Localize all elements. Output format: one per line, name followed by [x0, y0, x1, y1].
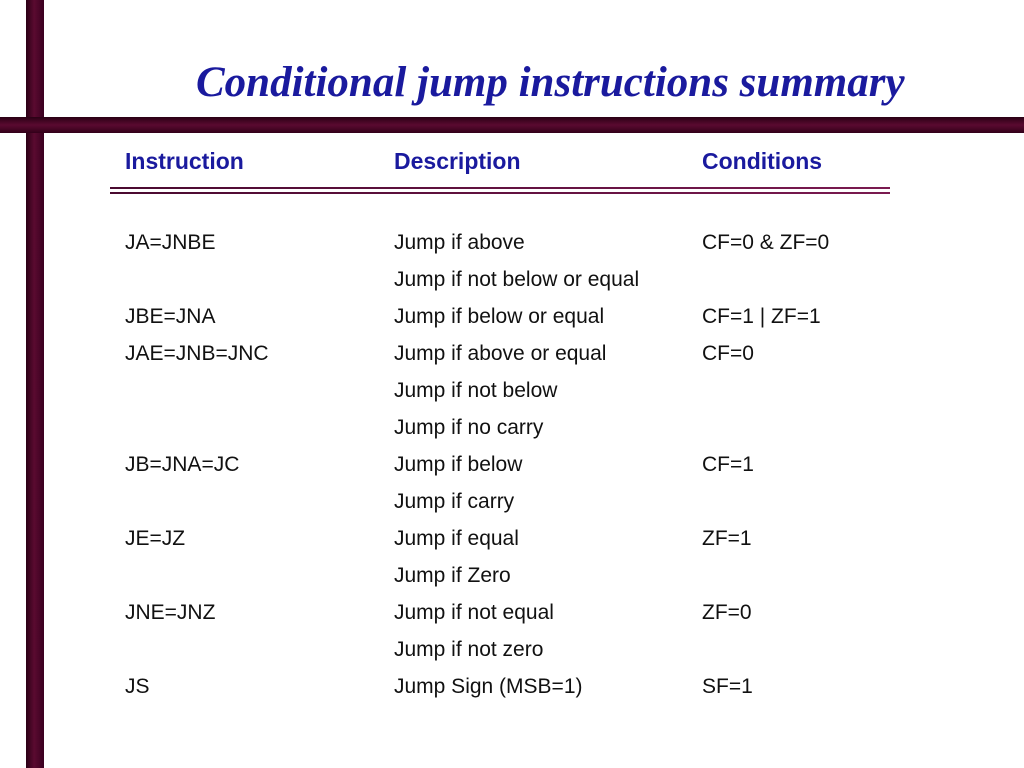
description-cell: Jump if carry — [394, 490, 515, 513]
description-cell: Jump if below or equal — [394, 305, 605, 328]
table-row — [0, 452, 1024, 489]
table-row — [0, 637, 1024, 674]
table-row — [0, 415, 1024, 452]
conditions-cell: ZF=1 — [702, 527, 752, 550]
description-cell: Jump Sign (MSB=1) — [394, 675, 583, 698]
instruction-cell: JE=JZ — [125, 527, 186, 550]
table-row — [0, 341, 1024, 378]
conditions-cell: SF=1 — [702, 675, 753, 698]
table-row — [0, 267, 1024, 304]
slide-title: Conditional jump instructions summary — [196, 59, 905, 106]
description-cell: Jump if above or equal — [394, 342, 607, 365]
description-cell: Jump if below — [394, 453, 523, 476]
instruction-cell: JBE=JNA — [125, 305, 216, 328]
table-row — [0, 230, 1024, 267]
table-row — [0, 304, 1024, 341]
conditions-cell: CF=0 — [702, 342, 754, 365]
description-cell: Jump if not below — [394, 379, 558, 402]
instruction-cell: JS — [125, 675, 150, 698]
description-cell: Jump if Zero — [394, 564, 511, 587]
conditions-cell: CF=0 & ZF=0 — [702, 231, 830, 254]
table-row — [0, 563, 1024, 600]
conditions-cell: CF=1 — [702, 453, 754, 476]
header-description: Description — [394, 148, 521, 174]
description-cell: Jump if not equal — [394, 601, 554, 624]
conditions-cell: ZF=0 — [702, 601, 752, 624]
description-cell: Jump if no carry — [394, 416, 544, 439]
description-cell: Jump if equal — [394, 527, 519, 550]
table-row — [0, 674, 1024, 711]
table-row — [0, 378, 1024, 415]
decorative-horizontal-bar — [0, 117, 1024, 133]
header-conditions: Conditions — [702, 148, 823, 174]
table-row — [0, 526, 1024, 563]
conditions-cell: CF=1 | ZF=1 — [702, 305, 821, 328]
table-row — [0, 600, 1024, 637]
header-rule-bottom — [110, 192, 890, 194]
instruction-cell: JNE=JNZ — [125, 601, 216, 624]
header-instruction: Instruction — [125, 148, 244, 174]
instruction-cell: JAE=JNB=JNC — [125, 342, 269, 365]
instruction-cell: JB=JNA=JC — [125, 453, 240, 476]
description-cell: Jump if above — [394, 231, 525, 254]
table-row — [0, 489, 1024, 526]
instruction-cell: JA=JNBE — [125, 231, 216, 254]
header-rule-top — [110, 187, 890, 189]
description-cell: Jump if not below or equal — [394, 268, 640, 291]
description-cell: Jump if not zero — [394, 638, 544, 661]
